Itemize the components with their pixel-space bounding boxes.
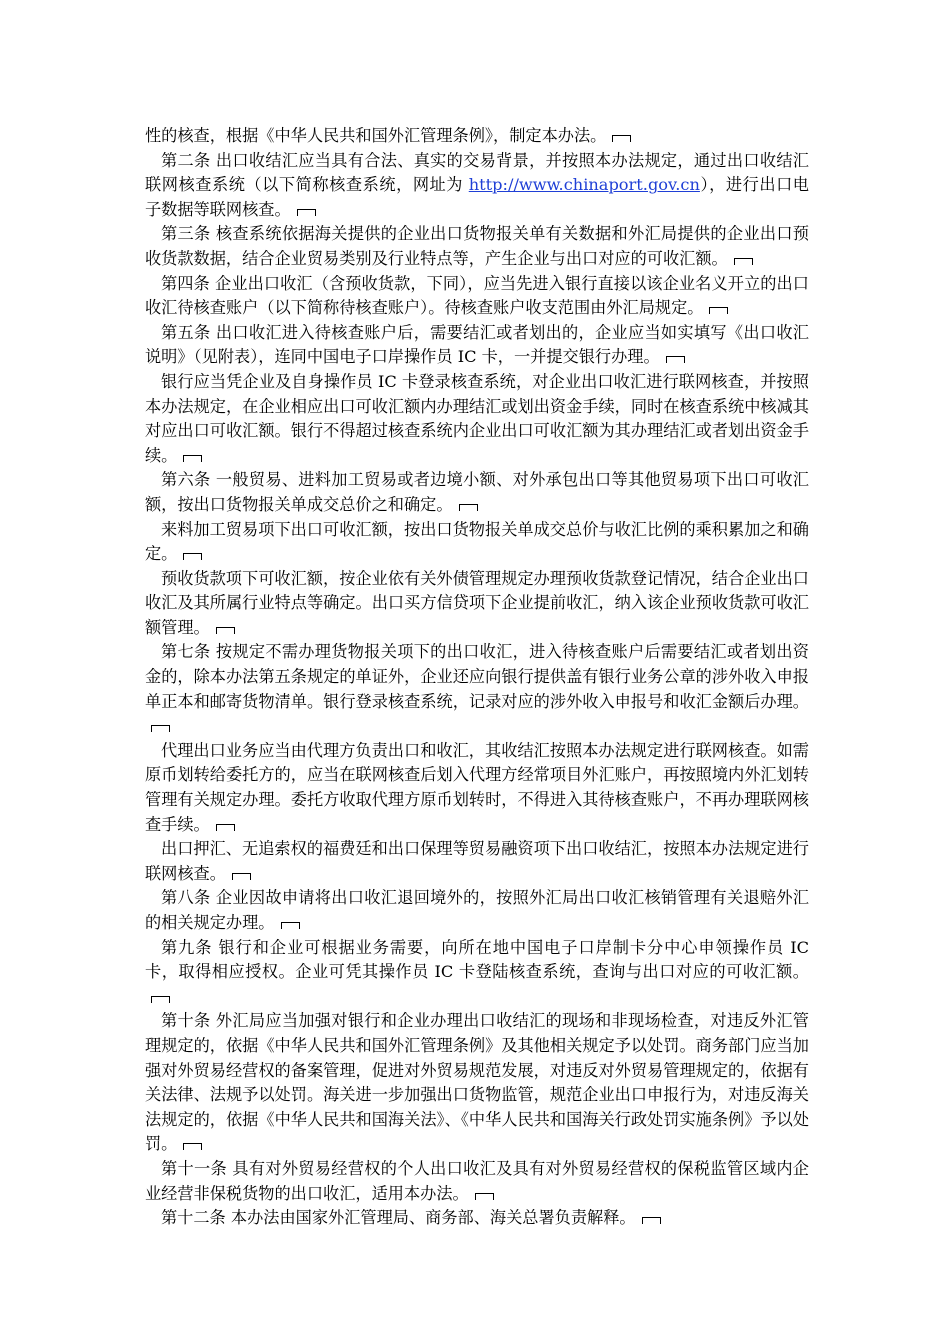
- paragraph-article-6: [145, 468, 809, 517]
- paragraph-mark-icon: [666, 356, 685, 363]
- paragraph-article-7-financing: [145, 837, 809, 886]
- document-page: [145, 124, 809, 1231]
- paragraph-text: 代理出口业务应当由代理方负责出口和收汇，其收结汇按照本办法规定进行联网核查。如需原币划转给委托方的，应当在联网核查后划入代理方经常项目外汇账户，再按照境内外汇划转管理有关规定办理。委托方收取代理方原币划转时，不得进入其待核查账户，不再办理联网核查手续。: [145, 740, 809, 834]
- paragraph-text: 预收货款项下可收汇额，按企业依有关外债管理规定办理预收货款登记情况，结合企业出口收汇及其所属行业特点等确定。出口买方信贷项下企业提前收汇，纳入该企业预收货款可收汇额管理。: [145, 568, 809, 637]
- paragraph-text: 第三条 核查系统依据海关提供的企业出口货物报关单有关数据和外汇局提供的企业出口预收货款数据，结合企业贸易类别及行业特点等，产生企业与出口对应的可收汇额。: [145, 224, 809, 268]
- paragraph-text: 第七条 按规定不需办理货物报关项下的出口收汇，进入待核查账户后需要结汇或者划出资金的，除本办法第五条规定的单证外，企业还应向银行提供盖有银行业务公章的涉外收入申报单正本和邮寄货物清单。银行登录核查系统，记录对应的涉外收入申报号和收汇金额后办理。: [145, 642, 809, 711]
- paragraph-text: 第十一条 具有对外贸易经营权的个人出口收汇及具有对外贸易经营权的保税监管区域内企业经营非保税货物的出口收汇，适用本办法。: [145, 1158, 809, 1203]
- paragraph-text: 第六条 一般贸易、进料加工贸易或者边境小额、对外承包出口等其他贸易项下出口可收汇额，按出口货物报关单成交总价之和确定。: [145, 470, 809, 514]
- paragraph-text: 第四条 企业出口收汇（含预收货款，下同），应当先进入银行直接以该企业名义开立的出口收汇待核查账户（以下简称待核查账户）。待核查账户收支范围由外汇局规定。: [145, 273, 809, 318]
- paragraph-mark-icon: [183, 553, 202, 560]
- paragraph-article-5-bank: [145, 370, 809, 468]
- paragraph-article-5: [145, 321, 809, 370]
- paragraph-mark-icon: [151, 996, 170, 1003]
- paragraph-text: ），进行出口电子数据等联网核查。: [145, 175, 809, 219]
- paragraph-text: 第八条 企业因故申请将出口收汇退回境外的，按照外汇局出口收汇核销管理有关退赔外汇的相关规定办理。: [145, 888, 809, 932]
- paragraph-text: 第二条 出口收结汇应当具有合法、真实的交易背景，并按照本办法规定，通过出口收结汇联网核查系统（以下简称核查系统，网址为: [145, 150, 809, 195]
- paragraph-mark-icon: [709, 307, 728, 314]
- paragraph-mark-icon: [642, 1217, 661, 1224]
- paragraph-article-7: [145, 640, 809, 738]
- paragraph-article-6-prepayment: [145, 567, 809, 641]
- paragraph-mark-icon: [216, 627, 235, 634]
- chinaport-link[interactable]: http://www.chinaport.gov.cn: [468, 175, 700, 195]
- paragraph-article-7-agency: [145, 739, 809, 837]
- paragraph-article-6-processing: [145, 518, 809, 567]
- paragraph-article-9: [145, 936, 809, 1010]
- paragraph-article-10: [145, 1009, 809, 1157]
- paragraph-mark-icon: [151, 725, 170, 732]
- paragraph-text: 第十条 外汇局应当加强对银行和企业办理出口收结汇的现场和非现场检查，对违反外汇管理规定的，依据《中华人民共和国外汇管理条例》及其他相关规定予以处罚。商务部门应当加强对外贸易经营权的备案管理，促进对外贸易规范发展，对违反对外贸易管理规定的，依据有关法律、法规予以处罚。海关进一步加强出口货物监管，规范企业出口申报行为，对违反海关法规定的，依据《中华人民共和国海关法》、《中华人民共和国海关行政处罚实施条例》予以处罚。: [145, 1011, 809, 1154]
- paragraph-mark-icon: [281, 922, 300, 929]
- paragraph-preamble-end: [145, 124, 809, 149]
- paragraph-mark-icon: [734, 258, 753, 265]
- paragraph-article-2: [145, 149, 809, 223]
- paragraph-text: 第十二条 本办法由国家外汇管理局、商务部、海关总署负责解释。: [161, 1208, 636, 1228]
- paragraph-article-8: [145, 886, 809, 935]
- paragraph-mark-icon: [232, 873, 251, 880]
- paragraph-text: 第五条 出口收汇进入待核查账户后，需要结汇或者划出的，企业应当如实填写《出口收汇说明》（见附表），连同中国电子口岸操作员 IC 卡，一并提交银行办理。: [145, 322, 809, 367]
- paragraph-mark-icon: [297, 209, 316, 216]
- paragraph-mark-icon: [216, 824, 235, 831]
- paragraph-article-3: [145, 222, 809, 271]
- paragraph-mark-icon: [612, 135, 631, 142]
- paragraph-mark-icon: [183, 1143, 202, 1150]
- paragraph-mark-icon: [459, 504, 478, 511]
- paragraph-text: 出口押汇、无追索权的福费廷和出口保理等贸易融资项下出口收结汇，按照本办法规定进行联网核查。: [145, 839, 809, 883]
- paragraph-text: 银行应当凭企业及自身操作员 IC 卡登录核查系统，对企业出口收汇进行联网核查，并按照本办法规定，在企业相应出口可收汇额内办理结汇或划出资金手续，同时在核查系统中核减其对应出口可收汇额。银行不得超过核查系统内企业出口可收汇额为其办理结汇或者划出资金手续。: [145, 371, 809, 465]
- paragraph-mark-icon: [183, 455, 202, 462]
- paragraph-article-11: [145, 1157, 809, 1206]
- paragraph-article-12: [145, 1206, 809, 1231]
- paragraph-article-4: [145, 272, 809, 321]
- paragraph-mark-icon: [475, 1193, 494, 1200]
- paragraph-text: 第九条 银行和企业可根据业务需要，向所在地中国电子口岸制卡分中心申领操作员 IC 卡，取得相应授权。企业可凭其操作员 IC 卡登陆核查系统，查询与出口对应的可收汇额。: [145, 937, 809, 982]
- paragraph-text: 来料加工贸易项下出口可收汇额，按出口货物报关单成交总价与收汇比例的乘积累加之和确定。: [145, 519, 809, 564]
- paragraph-text: 性的核查，根据《中华人民共和国外汇管理条例》，制定本办法。: [145, 126, 607, 145]
